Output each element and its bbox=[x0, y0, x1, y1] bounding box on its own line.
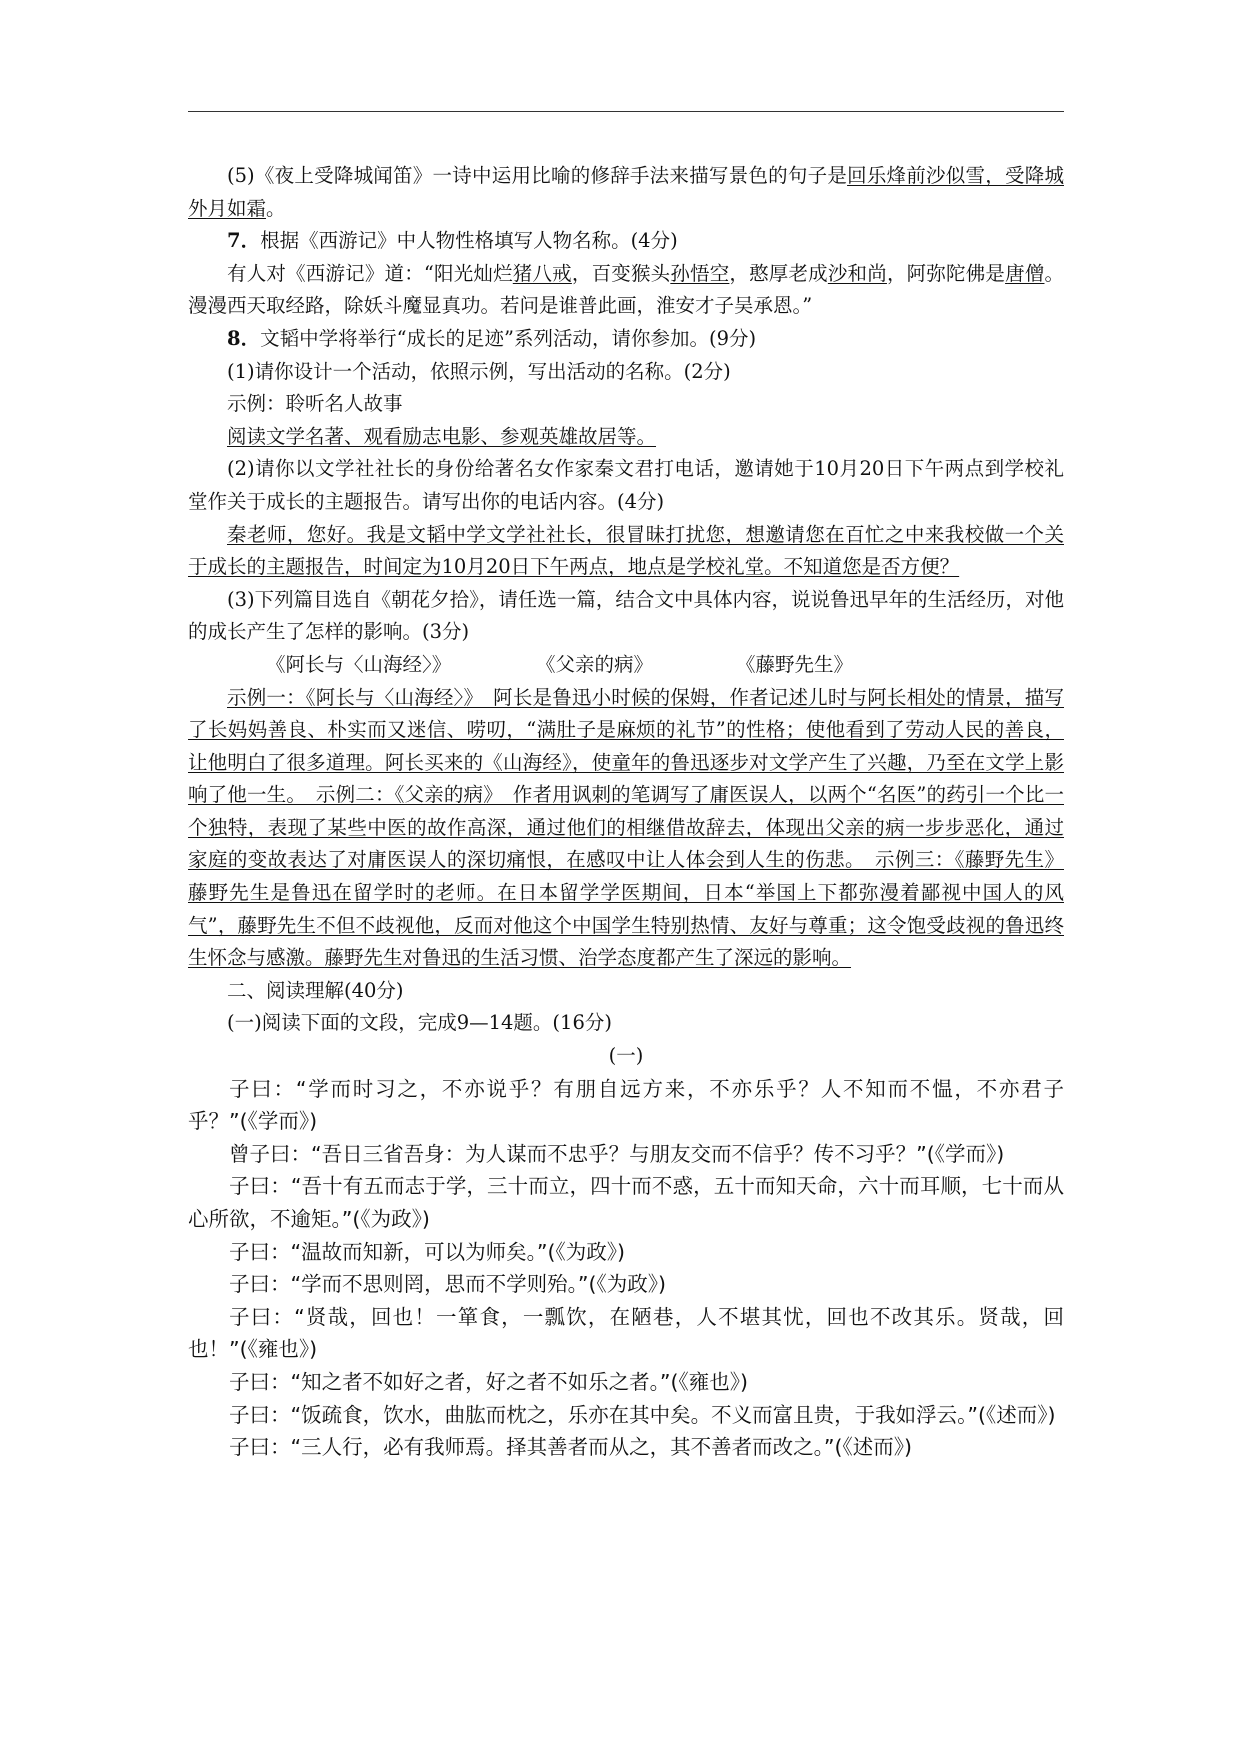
passage-body bbox=[188, 1073, 1064, 1464]
section-heading: 二、阅读理解(40分) bbox=[227, 978, 404, 1002]
question-text: ，阿弥陀佛是 bbox=[886, 261, 1006, 285]
passage-paragraph: 子曰：“吾十有五而志于学，三十而立，四十而不惑，五十而知天命，六十而耳顺，七十而从心所欲，不逾矩。”(《为政》) bbox=[188, 1174, 1064, 1231]
answer-8-3 bbox=[188, 682, 1064, 975]
question-8-3: (3)下列篇目选自《朝花夕拾》，请任选一篇，结合文中具体内容，说说鲁迅早年的生活经历，对他的成长产生了怎样的影响。(3分) bbox=[188, 587, 1064, 644]
answer-text: 阅读文学名著、观看励志电影、参观英雄故居等。 bbox=[227, 424, 657, 448]
question-text: 。漫漫西天取经路，除妖斗魔显真功。若问是谁普此画，淮安才子吴承恩。” bbox=[188, 261, 1064, 318]
passage-paragraph: 子曰：“贤哉，回也！一箪食，一瓢饮，在陋巷，人不堪其忧，回也不改其乐。贤哉，回也！”(《雍也》) bbox=[188, 1304, 1064, 1362]
header-rule bbox=[188, 111, 1064, 112]
answer-8-1 bbox=[188, 421, 1064, 454]
passage-label: (一) bbox=[608, 1044, 644, 1068]
question-8-1: (1)请你设计一个活动，依照示例，写出活动的名称。(2分) bbox=[227, 359, 731, 383]
punctuation: 。 bbox=[266, 196, 286, 220]
page-content bbox=[188, 160, 1064, 1464]
passage-paragraph: 子曰：“学而时习之，不亦说乎？有朋自远方来，不亦乐乎？人不知而不愠，不亦君子乎？”(《学而》) bbox=[188, 1076, 1064, 1134]
passage-paragraph: 子曰：“温故而知新，可以为师矣。”(《为政》) bbox=[229, 1239, 625, 1264]
question-5-5 bbox=[188, 160, 1064, 225]
section-subheading: (一)阅读下面的文段，完成9—14题。(16分) bbox=[227, 1011, 612, 1035]
answer-text: 唐僧 bbox=[1005, 261, 1045, 285]
answer-text: 秦老师，您好。我是文韬中学文学社社长，很冒昧打扰您，想邀请您在百忙之中来我校做一个关于成长的主题报告，时间定为10月20日下午两点，地点是学校礼堂。不知道您是否方便？ bbox=[188, 522, 1064, 579]
answer-text: 孙悟空 bbox=[670, 261, 730, 285]
passage-paragraph: 子曰：“知之者不如好之者，好之者不如乐之者。”(《雍也》) bbox=[229, 1369, 748, 1394]
question-8-2: (2)请你以文学社社长的身份给著名女作家秦文君打电话，邀请她于10月20日下午两点到学校礼堂作关于成长的主题报告。请写出你的电话内容。(4分) bbox=[188, 457, 1064, 513]
article-title: 《父亲的病》 bbox=[536, 652, 654, 676]
question-text: 文韬中学将举行“成长的足迹”系列活动，请你参加。(9分) bbox=[260, 326, 757, 350]
answer-8-2 bbox=[188, 519, 1064, 584]
passage-paragraph: 子曰：“学而不思则罔，思而不学则殆。”(《为政》) bbox=[229, 1272, 666, 1297]
answer-text: 回乐烽前沙似雪，受降城外月如霜 bbox=[188, 164, 1064, 220]
answer-text: 沙和尚 bbox=[827, 261, 887, 285]
article-title: 《藤野先生》 bbox=[736, 652, 854, 676]
question-text: 有人对《西游记》道：“阳光灿烂 bbox=[227, 261, 513, 285]
passage-paragraph: 曾子曰：“吾日三省吾身：为人谋而不忠乎？与朋友交而不信乎？传不习乎？”(《学而》) bbox=[229, 1141, 1005, 1166]
question-text: ，憨厚老成 bbox=[729, 261, 828, 285]
question-text: (5)《夜上受降城闻笛》一诗中运用比喻的修辞手法来描写景色的句子是 bbox=[227, 164, 848, 187]
question-8 bbox=[188, 323, 1064, 356]
passage-paragraph: 子曰：“三人行，必有我师焉。择其善者而从之，其不善者而改之。”(《述而》) bbox=[229, 1435, 912, 1460]
passage-paragraph: 子曰：“饭疏食，饮水，曲肱而枕之，乐亦在其中矣。不义而富且贵，于我如浮云。”(《述而》) bbox=[229, 1402, 1056, 1427]
question-text: 根据《西游记》中人物性格填写人物名称。(4分) bbox=[260, 229, 678, 253]
answer-text: 猪八戒 bbox=[512, 261, 572, 285]
question-text: ，百变猴头 bbox=[571, 261, 671, 285]
example-text: 示例：聆听名人故事 bbox=[227, 392, 403, 416]
question-7 bbox=[188, 225, 1064, 258]
question-number: 8． bbox=[227, 326, 261, 350]
question-7-body bbox=[188, 258, 1064, 323]
answer-text: 示例一：《阿长与〈山海经〉》 阿长是鲁迅小时候的保姆，作者记述儿时与阿长相处的情景，描写了长妈妈善良、朴实而又迷信、唠叨，“满肚子是麻烦的礼节”的性格；使他看到了劳动人民的善良，让他明白了很多道理。阿长买来的《山海经》，使童年的鲁迅逐步对文学产生了兴趣，乃至在文学上影响了他一生。 示例二：《父亲的病》 作者用讽刺的笔调写了庸医误人，以两个“名医”的药引一个比一个独特，表现了某些中医的故作高深，通过他们的相继借故辞去，体现出父亲的病一步步恶化，通过家庭的变故表达了对庸医误人的深切痛恨，在感叹中让人体会到人生的伤悲。 示例三：《藤野先生》藤野先生是鲁迅在留学时的老师。在日本留学学医期间，日本“举国上下都弥漫着鄙视中国人的风气”，藤野先生不但不歧视他，反而对他这个中国学生特别热情、友好与尊重；这令饱受歧视的鲁迅终生怀念与感激。藤野先生对鲁迅的生活习惯、治学态度都产生了深远的影响。 bbox=[188, 685, 1064, 970]
question-number: 7． bbox=[227, 229, 261, 253]
article-title: 《阿长与〈山海经〉》 bbox=[266, 652, 452, 676]
article-titles bbox=[188, 649, 1064, 682]
